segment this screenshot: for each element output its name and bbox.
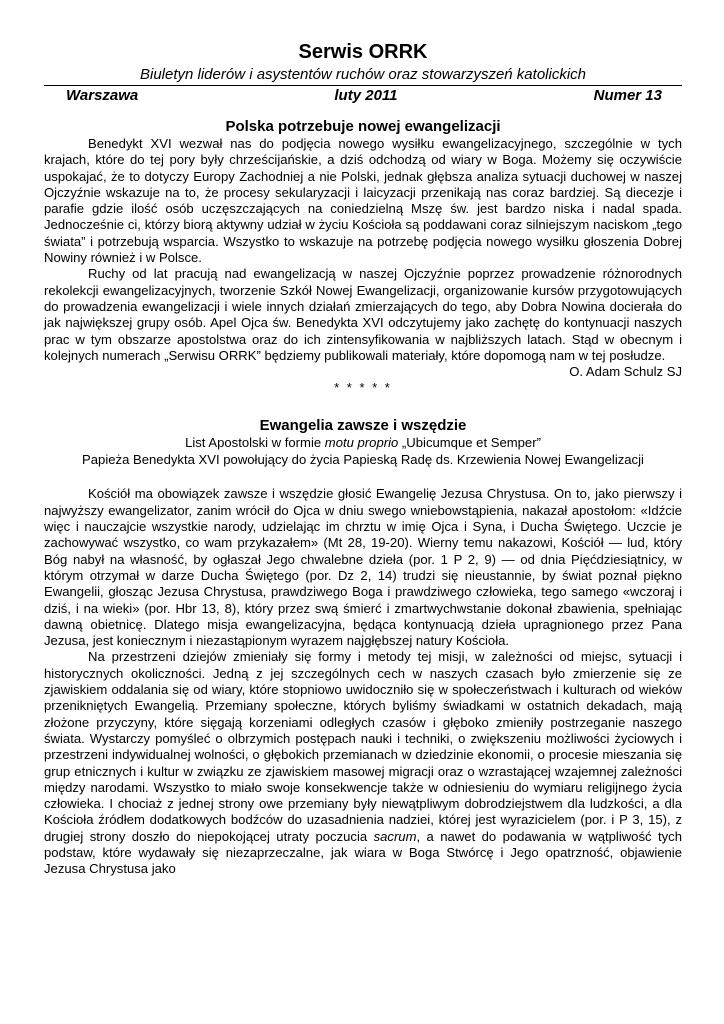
section-separator: * * * * * [334, 380, 392, 396]
article-title: Polska potrzebuje nowej ewangelizacji [225, 118, 501, 135]
document-subtitle-suffix: „Ubicumque et Semper” [398, 435, 541, 451]
document-subtitle-2: Papieża Benedykta XVI powołujący do życia Papieską Radę ds. Krzewienia Nowej Ewangelizacji [82, 451, 644, 467]
newsletter-subtitle: Biuletyn liderów i asystentów ruchów oraz stowarzyszeń katolickich [139, 66, 586, 83]
article-paragraph: Kościół ma obowiązek zawsze i wszędzie głosić Ewangelię Jezusa Chrystusa. On to, jako pierwszy i najwyższy ewangelizator, zanim wrócił do Ojca w dniu swego wniebowstąpienia, nakazał apostołom: «Idźcie więc i nauczajcie wszystkie narody, udzielając im chrztu w imię Ojca i Syna, i Ducha Świętego. Uczcie je zachowywać wszystko, co wam przykazałem» (Mt 28, 19-20). Wierny temu nakazowi, Kościół — lud, który Bóg nabył na własność, by ogłaszał Jego chwalebne dzieła (por. 1 P 2, 9) — od dnia Pięćdziesiątnicy, w którym otrzymał w darze Ducha Świętego (por. Dz 2, 14) trudzi się nieustannie, by świat poznał piękno Ewangelii, głosząc Jezusa Chrystusa, prawdziwego Boga i prawdziwego człowieka, tego samego «wczoraj i dziś, i na wieki» (por. Hbr 13, 8), który przez swą śmierć i zmartwychwstanie dokonał zbawienia, spełniając dawną obietnicę. Dlatego misja ewangelizacyjna, będąca kontynuacją dzieła upragnionego przez Pana Jezusa, jest koniecznym i niezastąpionym wyrazem najgłębszej natury Kościoła. [44, 486, 682, 649]
article-title: Ewangelia zawsze i wszędzie [259, 417, 467, 435]
newsletter-title: Serwis ORRK [298, 41, 428, 63]
issue-city: Warszawa [66, 87, 139, 104]
document-page [44, 40, 682, 878]
article-paragraph: Ruchy od lat pracują nad ewangelizacją w naszej Ojczyźnie poprzez prowadzenie różnorodnych rekolekcji ewangelizacyjnych, tworzenie Szkół Nowej Ewangelizacji, organizowanie kursów przygotowujących do prowadzenia ewangelizacji i wiele innych działań zmierzających do tego, aby Dobra Nowina docierała do jak największej grupy osób. Apel Ojca św. Benedykta XVI odczytujemy jako zachętę do kontynuacji naszych prac w tym obszarze apostolstwa oraz do ich zintensyfikowania w najbliższych latach. Stąd w obecnym i kolejnych numerach „Serwisu ORRK” będziemy publikowali materiały, które dopomogą nam w tej posłudze. [44, 266, 682, 363]
spacer [44, 396, 682, 417]
spacer [44, 468, 682, 486]
document-subtitle-prefix: List Apostolski w formie [185, 435, 325, 451]
article-paragraph [44, 649, 682, 877]
issue-info-bar [44, 85, 682, 106]
paragraph-text: Na przestrzeni dziejów zmieniały się formy i metody tej misji, w zależności od miejsc, sytuacji i historycznych okoliczności. Jedną z jej szczególnych cech w naszych czasach było zmierzenie się ze zjawiskiem oddalania się od wiary, które stopniowo uwidoczniło się w społeczeństwach i kulturach od wieków przenikniętych Ewangelią. Przemiany społeczne, których byliśmy świadkami w ostatnich dekadach, mają złożone przyczyny, które sięgają korzeniami odległych czasów i głęboko zmieniły postrzeganie naszego świata. Wystarczy pomyśleć o olbrzymich postępach nauki i techniki, o zwiększeniu możliwości życiowych i przestrzeni indywidualnej wolności, o głębokich przemianach w dziedzinie ekonomii, o procesie mieszania się grup etnicznych i kultur w związku ze zjawiskiem masowej migracji oraz o wzrastającej wzajemnej zależności między narodami. Wszystko to miało swoje konsekwencje także w odniesieniu do wymiaru religijnego życia człowieka. I chociaż z jednej strony owe przemiany były niewątpliwym dobrodziejstwem dla ludzkości, a dla Kościoła źródłem dodatkowych bodźców do uzasadnienia nadziei, której jest wyrazicielem (por. i P 3, 15), z drugiej strony doszło do niepokojącej utraty poczucia [44, 649, 682, 844]
issue-number: Numer 13 [593, 87, 662, 104]
masthead [44, 40, 682, 106]
article-signature: O. Adam Schulz SJ [569, 364, 682, 380]
article-new-evangelization [44, 118, 682, 396]
issue-date: luty 2011 [334, 87, 398, 104]
document-subtitle-italic: motu proprio [324, 435, 399, 451]
paragraph-text: , a nawet do podawania w wątpliwość tych podstaw, które wydawały się niezaprzeczalne, jak wiara w Boga Stwórcę i Jego opatrzność, objawienie Jezusa Chrystusa jako [44, 828, 682, 877]
article-ubicumque-et-semper [44, 417, 682, 877]
paragraph-italic-term: sacrum [373, 828, 417, 844]
article-paragraph: Benedykt XVI wezwał nas do podjęcia nowego wysiłku ewangelizacyjnego, szczególnie w tych krajach, które do tej pory były chrześcijańskie, a dziś odchodzą od wiary w Boga. Możemy się oczywiście uspokajać, że to dotyczy Europy Zachodniej a nie Polski, jednak głębsza analiza sytuacji duchowej w naszej Ojczyźnie wskazuje na to, że procesy sekularyzacji i laicyzacji przenikają nas coraz bardziej. Są diecezje i parafie gdzie ilość osób uczęszczających na coniedzielną Mszę św. jest bardzo niska i nadal spada. Jednocześnie ci, którzy biorą aktywny udział w życiu Kościoła są poddawani coraz silniejszym naciskom „tego świata” i potrzebują wsparcia. Wszystko to wskazuje na potrzebę podjęcia nowego wysiłku głoszenia Dobrej Nowiny również i w Polsce. [44, 136, 682, 266]
document-subtitle [44, 435, 682, 452]
